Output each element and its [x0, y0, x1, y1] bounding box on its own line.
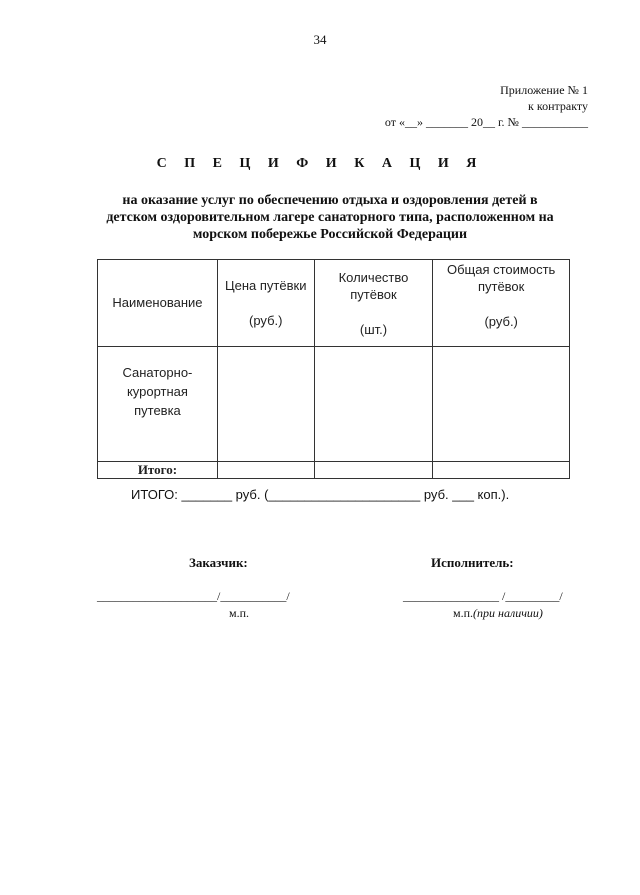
header-quantity-line-2: путёвок [350, 287, 397, 302]
customer-signature-line: ____________________/___________/ [97, 589, 290, 603]
document-subtitle [95, 192, 565, 243]
subtitle-line-1: на оказание услуг по обеспечению отдыха и оздоровления детей в [122, 193, 538, 208]
header-total-line-2: путёвок [477, 279, 525, 294]
item-name-line-3: путевка [134, 403, 181, 418]
total-quantity-cell [314, 462, 433, 479]
cell-quantity[interactable] [314, 347, 433, 462]
header-price-unit: (руб.) [249, 313, 283, 328]
contractor-stamp-note: (при наличии) [473, 606, 543, 620]
contract-date-number: от «__» _______ 20__ г. № ___________ [384, 115, 588, 129]
contract-label: к контракту [528, 99, 588, 113]
page-number: 34 [313, 32, 327, 47]
total-cost-cell [433, 462, 570, 479]
contractor-stamp-label: м.п. [453, 606, 474, 620]
subtitle-line-2: детском оздоровительном лагере санаторного типа, расположенном на [106, 210, 554, 225]
specification-table [97, 259, 570, 479]
cell-total-cost[interactable] [433, 347, 570, 462]
header-total-line-1: Общая стоимость [446, 262, 556, 277]
header-name-text: Наименование [112, 295, 203, 310]
cell-item-name [98, 347, 218, 462]
header-price-text: Цена путёвки [225, 278, 307, 293]
header-total-unit: (руб.) [484, 314, 518, 329]
table-total-row [98, 462, 570, 479]
header-name [98, 260, 218, 347]
appendix-label: Приложение № 1 [500, 83, 588, 97]
contractor-stamp-place [453, 606, 543, 621]
header-quantity [314, 260, 433, 347]
table-row [98, 347, 570, 462]
item-name-line-2: курортная [126, 384, 188, 399]
total-price-cell [217, 462, 314, 479]
cell-price[interactable] [217, 347, 314, 462]
table-header-row [98, 260, 570, 347]
header-total-cost [433, 260, 570, 347]
customer-stamp-place: м.п. [229, 606, 250, 620]
total-row-label: Итого: [98, 462, 218, 479]
header-quantity-line-1: Количество [338, 270, 409, 285]
contractor-signature-line: ________________ /_________/ [403, 589, 563, 603]
contractor-label: Исполнитель: [431, 555, 514, 570]
document-title: С П Е Ц И Ф И К А Ц И Я [156, 156, 484, 171]
header-quantity-unit: (шт.) [359, 322, 388, 337]
customer-label: Заказчик: [189, 555, 248, 570]
subtitle-line-3: морском побережье Российской Федерации [192, 227, 468, 242]
header-price [217, 260, 314, 347]
grand-total-line: ИТОГО: _______ руб. (_____________________ руб. ___ коп.). [131, 487, 510, 502]
item-name-line-1: Санаторно- [122, 365, 193, 380]
